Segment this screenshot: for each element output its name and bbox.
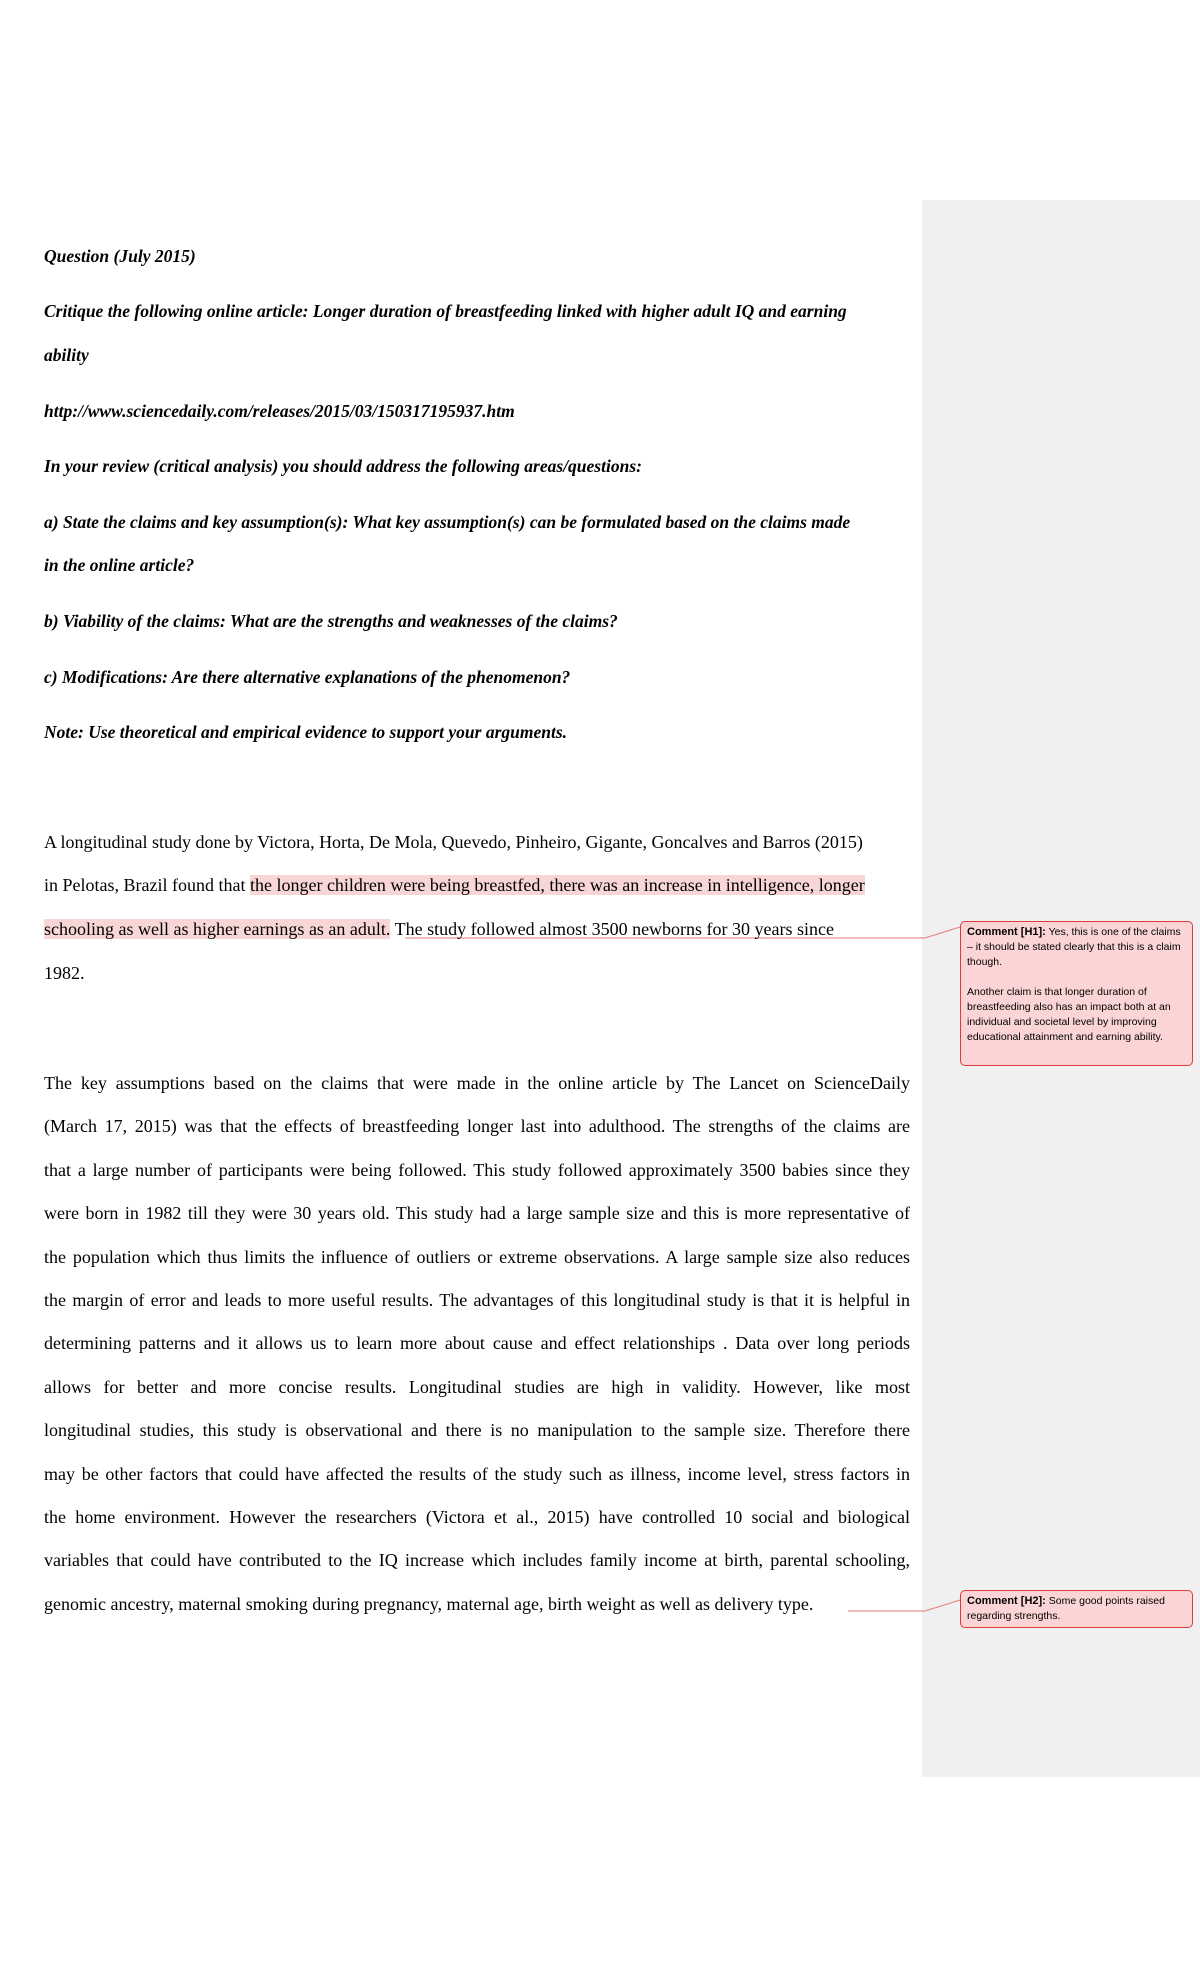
paragraph2-line: The key assumptions based on the claims that were made in the online article by The Lancet on ScienceDaily: [44, 1073, 910, 1093]
question-a-line-2: in the online article?: [44, 555, 195, 575]
paragraph2-line: (March 17, 2015) was that the effects of breastfeeding longer last into adulthood. The strengths of the claims are: [44, 1116, 910, 1137]
question-b: b) Viability of the claims: What are the strengths and weaknesses of the claims?: [44, 611, 618, 631]
paragraph2-line: determining patterns and it allows us to learn more about cause and effect relationships . Data over long periods: [44, 1333, 910, 1354]
paragraph1-line-2: [44, 874, 910, 896]
paragraph1-line-3-text: The study followed almost 3500 newborns for 30 years since: [390, 919, 835, 939]
paragraph1-line-2-text: in Pelotas, Brazil found that: [44, 875, 250, 895]
comment-h1-text-2: Another claim is that longer duration of breastfeeding also has an impact both at an individual and societal level by improving educational attainment and earning ability.: [967, 986, 1171, 1043]
paragraph2-line: longitudinal studies, this study is observational and there is no manipulation to the sample size. Therefore there: [44, 1420, 910, 1441]
comment-h2-label: Comment [H2]:: [967, 1595, 1046, 1607]
review-intro: In your review (critical analysis) you should address the following areas/questions:: [44, 456, 642, 476]
comment-h2-text-1: Some good points raised regarding strengths.: [967, 1595, 1165, 1622]
paragraph2-line: variables that could have contributed to the IQ increase which includes family income at birth, parental schooling,: [44, 1550, 910, 1571]
question-a-line-1: a) State the claims and key assumption(s): What key assumption(s) can be formulated based on the claims made: [44, 512, 851, 532]
paragraph2-line: were born in 1982 till they were 30 years old. This study had a large sample size and this is more representative of: [44, 1203, 910, 1224]
paragraph2-line: genomic ancestry, maternal smoking during pregnancy, maternal age, birth weight as well as delivery type.: [44, 1593, 814, 1614]
comment-h2[interactable]: [960, 1590, 1193, 1628]
highlighted-claim-part-1[interactable]: the longer children were being breastfed, there was an increase in intelligence, longer: [249, 875, 865, 895]
comment-h1-text-1: Yes, this is one of the claims – it should be stated clearly that this is a claim though.: [967, 926, 1181, 968]
article-url: http://www.sciencedaily.com/releases/2015/03/150317195937.htm: [44, 401, 515, 421]
paragraph2-line: the home environment. However the researchers (Victora et al., 2015) have controlled 10 social and biological: [44, 1507, 910, 1527]
paragraph2-line: may be other factors that could have affected the results of the study such as illness, income level, stress factors in: [44, 1463, 910, 1484]
critique-line-2: ability: [44, 345, 89, 365]
paragraph1-line-1: A longitudinal study done by Victora, Horta, De Mola, Quevedo, Pinheiro, Gigante, Goncalves and Barros (2015): [44, 832, 863, 852]
question-title: Question (July 2015): [44, 246, 196, 266]
comment-h1-label: Comment [H1]:: [967, 926, 1046, 938]
paragraph2-line: the population which thus limits the influence of outliers or extreme observations. A large sample size also reduces: [44, 1246, 910, 1267]
highlighted-claim-part-2[interactable]: schooling as well as higher earnings as an adult.: [44, 919, 391, 939]
paragraph2-line: that a large number of participants were being followed. This study followed approximately 3500 babies since they: [44, 1159, 910, 1180]
paragraph1-line-4: 1982.: [44, 963, 85, 983]
question-note: Note: Use theoretical and empirical evidence to support your arguments.: [44, 722, 568, 742]
paragraph2-line: allows for better and more concise results. Longitudinal studies are high in validity. However, like most: [44, 1376, 910, 1397]
paragraph2-line: the margin of error and leads to more useful results. The advantages of this longitudinal study is that it is helpful in: [44, 1290, 910, 1310]
question-c: c) Modifications: Are there alternative explanations of the phenomenon?: [44, 667, 571, 687]
paragraph1-line-3: [44, 918, 910, 940]
critique-line-1: Critique the following online article: Longer duration of breastfeeding linked with higher adult IQ and earning: [44, 301, 847, 321]
comment-h1[interactable]: [960, 921, 1193, 1066]
